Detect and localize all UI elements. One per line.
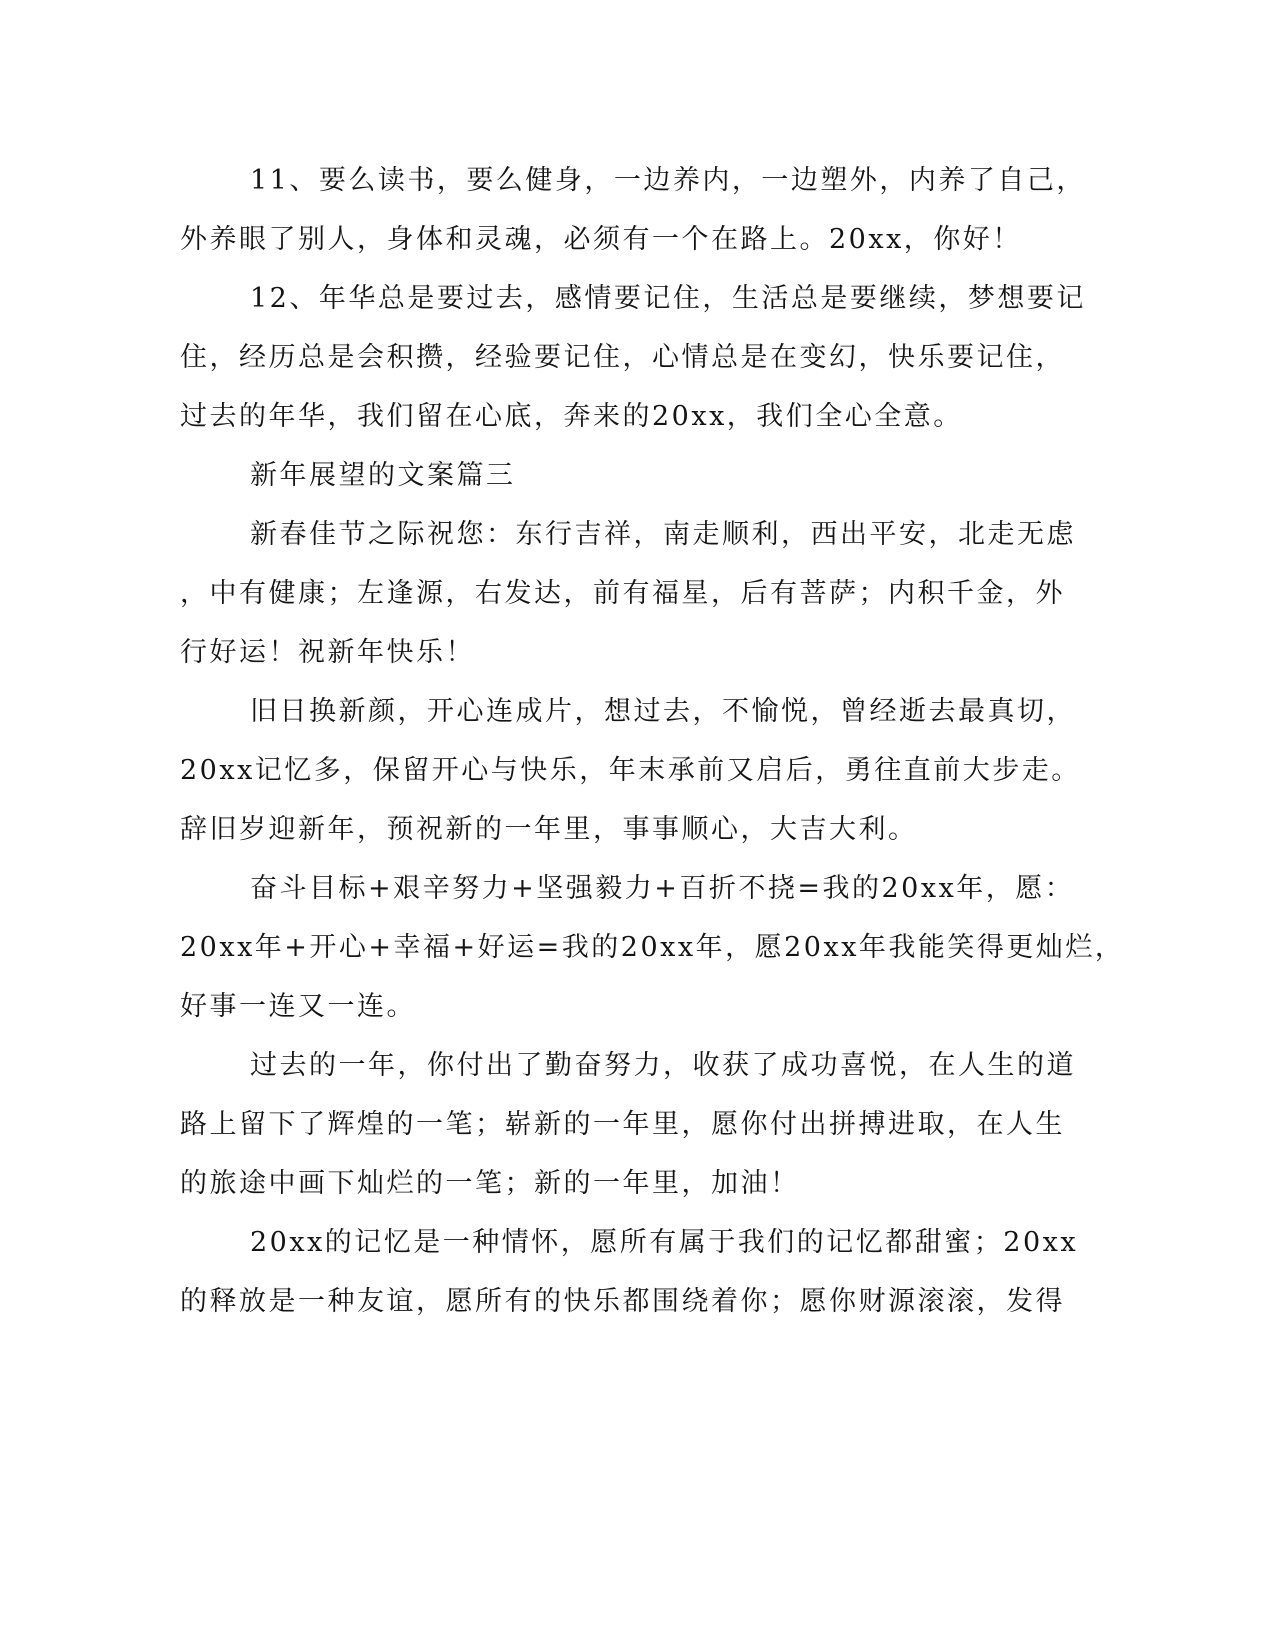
text-line: 20xx的记忆是一种情怀，愿所有属于我们的记忆都甜蜜；20xx (250, 1227, 1079, 1258)
text-line: 20xx记忆多，保留开心与快乐，年末承前又启后，勇往直前大步走。 (180, 755, 1081, 786)
text-line: 旧日换新颜，开心连成片，想过去，不愉悦，曾经逝去最真切， (250, 696, 1076, 727)
text-line: 辞旧岁迎新年，预祝新的一年里，事事顺心，大吉大利。 (180, 814, 918, 845)
text-line: 奋斗目标+艰辛努力+坚强毅力+百折不挠=我的20xx年，愿： (250, 873, 1075, 904)
text-line: ，中有健康；左逢源，右发达，前有福星，后有菩萨；内积千金，外 (180, 578, 1065, 609)
text-line: 20xx年+开心+幸福+好运=我的20xx年，愿20xx年我能笑得更灿烂， (180, 932, 1125, 963)
text-line: 住，经历总是会积攒，经验要记住，心情总是在变幻，快乐要记住， (180, 342, 1065, 373)
text-line: 的旅途中画下灿烂的一笔；新的一年里，加油！ (180, 1168, 800, 1199)
text-line: 路上留下了辉煌的一笔；崭新的一年里，愿你付出拼搏进取，在人生 (180, 1109, 1065, 1140)
text-line: 过去的年华，我们留在心底，奔来的20xx，我们全心全意。 (180, 401, 963, 432)
text-line: 过去的一年，你付出了勤奋努力，收获了成功喜悦，在人生的道 (250, 1050, 1076, 1081)
text-line: 好事一连又一连。 (180, 991, 416, 1022)
section-heading: 新年展望的文案篇三 (250, 460, 516, 491)
text-line: 外养眼了别人，身体和灵魂，必须有一个在路上。20xx，你好！ (180, 224, 1022, 255)
text-line: 新春佳节之际祝您：东行吉祥，南走顺利，西出平安，北走无虑 (250, 519, 1076, 550)
text-line: 的释放是一种友谊，愿所有的快乐都围绕着你；愿你财源滚滚，发得 (180, 1286, 1065, 1317)
text-line: 行好运！祝新年快乐！ (180, 637, 475, 668)
text-line: 11、要么读书，要么健身，一边养内，一边塑外，内养了自己， (250, 165, 1086, 196)
text-line: 12、年华总是要过去，感情要记住，生活总是要继续，梦想要记 (250, 283, 1086, 314)
